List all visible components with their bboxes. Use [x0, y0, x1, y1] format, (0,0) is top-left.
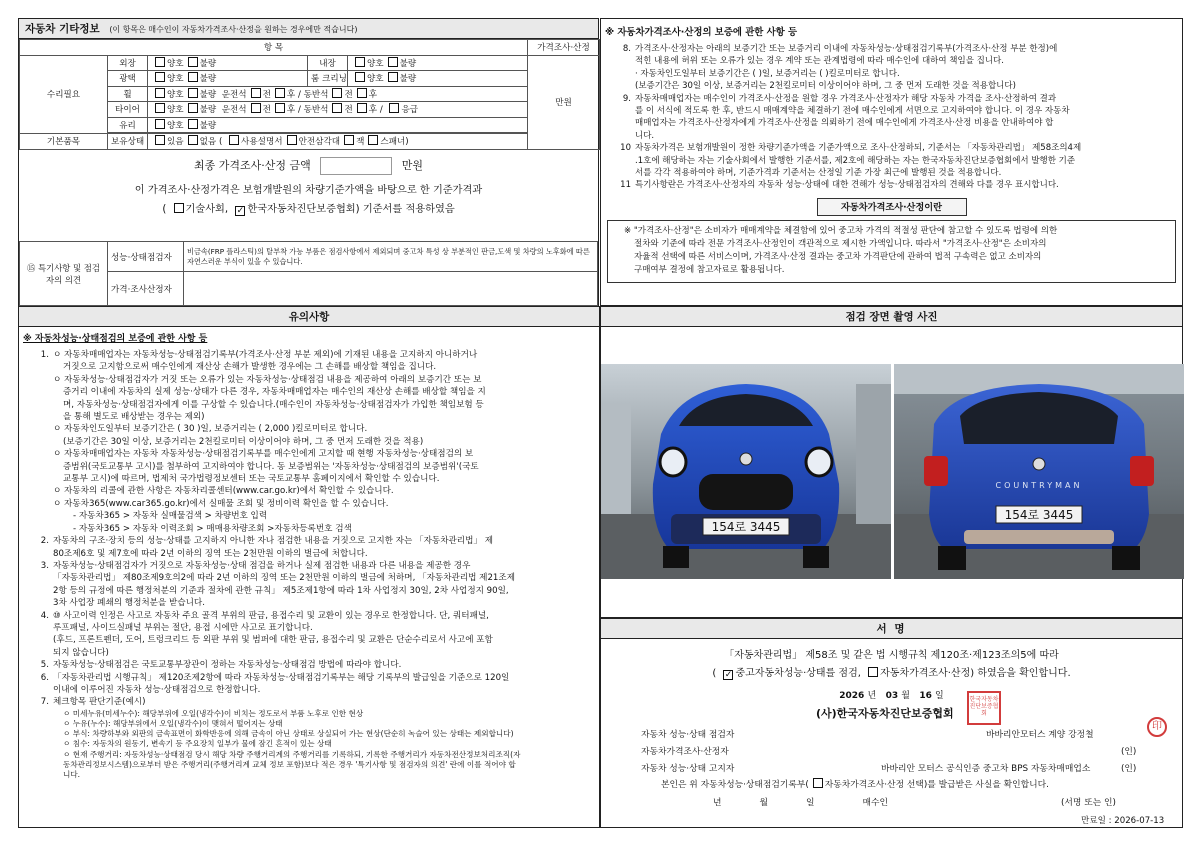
caution-sub: ※ 자동차성능·상태점검의 보증에 관한 사항 등 [23, 334, 208, 344]
price-guarantee-num: 8. [622, 44, 631, 54]
other-info-title: 자동차 기타정보 [25, 23, 100, 35]
caution-line: ㅇ 자동차의 리콜에 관한 사항은 자동차리콜센터(www.car.go.kr)에서 확인할 수 있습니다. [53, 486, 394, 497]
caution-line: 7. 체크항목 판단기준(예시) [33, 696, 591, 708]
caution-line: ㅇ 자동차매매업자는 자동차 자동차성능·상태점검기록부를 매수인에게 고지할 때 현행 자동차성능·상태점검의 보 [53, 449, 474, 460]
association-stamp: 한국자동차진단보증협회 [967, 691, 1001, 725]
possession-label: 보유상태 [108, 134, 148, 150]
gloss-bad-checkbox[interactable] [188, 72, 198, 82]
final-price-row: 최종 가격조사·산정 금액 만원 [19, 156, 598, 176]
caution-line: 니다. [63, 770, 81, 779]
price-assessor-opinion[interactable] [184, 272, 598, 306]
col-price: 가격조사·산정 [528, 40, 600, 56]
price-guarantee-num: 11 [620, 180, 631, 191]
caution-line: ㅇ 현재 주행거리: 자동차성능·상태점검 당시 해당 차량 주행거리계의 주행거리를 기록하되, 기록한 주행거리가 자동차전산정보처리조직(자 [63, 749, 521, 759]
caution-line: ㅇ 누유(누수): 해당부위에서 오일(냉각수)이 맺혀서 떨어지는 상태 [63, 718, 283, 728]
caution-num: 3. [40, 560, 49, 571]
sign-date: 2026 년 03 월 16 일 [839, 691, 944, 701]
other-info-table [19, 39, 600, 150]
sign-buyer-row: 년 월 일 매수인 [713, 798, 888, 808]
price-def-line: 절차와 기준에 따라 전문 가격조사·산정인이 객관적으로 제시한 가액입니다. 따라서 "가격조사·산정"은 소비자의 [634, 239, 1047, 250]
caution-line: ㅇ 자동차365(www.car365.go.kr)에서 실매물 조회 및 정비이력 확인을 할 수 있습니다. [53, 498, 389, 509]
caution-line: 증범위(국토교통부 고시)를 첨부하여 고지하여야 합니다. 동 보증범위는 '자동차성능·상태점검의 보증범위'(국토 [63, 461, 479, 472]
sign-notifier-name: 바바리안 모터스 공식인증 중고차 BPS 자동차매매업소 [881, 764, 1091, 774]
inspector-text: 비금속(FRP 플라스틱)의 탈부착 가능 부품은 점검사항에서 제외되며 중고차 특성 상 부분적인 판금,도색 및 차량의 노후화에 따른 자연스러운 부식이 있을 수 있습니다. [184, 242, 598, 272]
caution-line: 3차 사업장 폐쇄의 행정처분을 받습니다. [53, 598, 205, 609]
tire-bad-checkbox[interactable] [188, 103, 198, 113]
caution-line: 이내에 이루어진 자동차 성능·상태점검으로 한정합니다. [53, 684, 261, 695]
caution-line: 동차관리정보시스템)으로부터 받은 주행거리(주행거리계 교체 정보 포함)보다 적은 경우 '특기사항 및 점검자의 의견' 란에 이를 적어야 합 [63, 759, 516, 769]
photo-header: 점검 장면 촬영 사진 [601, 307, 1182, 327]
wheel-options: 양호 불량 운전석 전 후 / 동반석 전 후 [148, 86, 528, 102]
tire-emergency-checkbox[interactable] [389, 103, 399, 113]
sign-law-line: 「자동차관리법」 제58조 및 같은 법 시행규칙 제120조·제123조의5에 따라 [724, 650, 1059, 661]
row-wheel: 휠 [108, 86, 148, 102]
other-info-panel [18, 18, 599, 306]
possession-options: 있음 없음 ( 사용설명서 안전삼각대 잭 스패너) [148, 134, 528, 150]
room-clean-options: 양호 불량 [348, 71, 528, 87]
rear-plate: 154로 3445 [1004, 508, 1074, 522]
front-car-image [601, 364, 891, 579]
price-guarantee-panel [600, 18, 1183, 306]
sign-org: (사)한국자동차진단보증협회 [816, 707, 954, 720]
caution-line: 2. 자동차의 구조·장치 등의 성능·상태를 고지하지 아니한 자나 점검한 내용을 거짓으로 고지한 자는 「자동차관리법」 제 [33, 535, 591, 547]
caution-num: 6. [40, 672, 49, 683]
caution-line: 80조제6호 및 제7호에 따라 2년 이하의 징역 또는 2천만원 이하의 벌금에 처합니다. [53, 548, 368, 559]
triangle-checkbox[interactable] [287, 135, 297, 145]
caution-line: 며, 자동차성능·상태점검자에게 이를 구상할 수 있습니다.(매수인이 자동차성능·상태점검자가 가입한 책임보험 등 [63, 399, 484, 410]
sign-day: 16 [919, 691, 932, 701]
caution-line: 6. 「자동차관리법 시행규칙」 제120조제2항에 따라 자동차성능·상태점검기록부는 해당 기록부의 발급일을 기준으로 120일 [33, 672, 591, 684]
row-glass: 유리 [108, 117, 148, 133]
special-label: ⑮ 특기사항 및 점검자의 의견 [20, 242, 108, 306]
price-guarantee-line: 11 특기사항란은 가격조사·산정자의 자동차 성능·상태에 대한 견해가 성능·상태점검자의 견해와 다를 경우 표시합니다. [615, 179, 1174, 191]
exists-checkbox[interactable] [155, 135, 165, 145]
sign-inspector-name: 바바리안모터스 계양 강정철 [986, 730, 1094, 740]
row-gloss: 광택 [108, 71, 148, 87]
caution-num: 7. [40, 697, 49, 708]
sign-options: ( ✓ 중고자동차성능·상태를 점검, 자동차가격조사·산정) 하였음을 확인합니다. [712, 668, 1071, 680]
basis-options: ( 기술사회, ✓ 한국자동차진단보증협회) 기준서를 적용하였음 [162, 203, 455, 216]
price-def-line: 구매여부 결정에 참고자료로 활용됩니다. [634, 265, 785, 276]
caution-line: ㅇ 부식: 차량하부와 외판의 금속표면이 화학반응에 의해 금속이 아닌 상태로 상실되어 가는 현상(단순히 녹슬어 있는 상태는 제외합니다) [63, 729, 514, 739]
wheel-driver-rear-checkbox[interactable] [275, 88, 285, 98]
other-info-header [19, 19, 598, 39]
gloss-good-checkbox[interactable] [155, 72, 165, 82]
caution-num: 5. [40, 660, 49, 671]
price-won: 만원 [528, 55, 600, 149]
caution-num: 1. [40, 350, 49, 360]
rear-car-image [894, 364, 1184, 579]
interior-good-checkbox[interactable] [355, 57, 365, 67]
caution-line: 1. ㅇ 자동차매매업자는 자동차성능·상태점검기록부(가격조사·산정 부분 제외)에 기재된 내용을 고지하지 아니하거나 [33, 349, 591, 361]
caution-num: 4. [40, 610, 49, 621]
expiry-date: 만료일 : 2026-07-13 [1081, 816, 1165, 826]
caution-header: 유의사항 [19, 307, 599, 327]
rear-badge: COUNTRYMAN [995, 481, 1083, 490]
row-room-clean: 룸 크리닝 [308, 71, 348, 87]
sign-inspector-row: 자동차 성능·상태 점검자 [641, 730, 735, 740]
rear-photo [894, 364, 1184, 579]
manual-checkbox[interactable] [229, 135, 239, 145]
caution-line: 되지 않습니다) [53, 647, 109, 658]
caution-line: 을 통해 별도로 배상받는 경우는 제외) [63, 412, 205, 423]
glass-options: 양호 불량 [148, 117, 528, 133]
price-guarantee-line: 를 이 서식에 적도록 한 후, 반드시 매매계약을 체결하기 전에 매수인에게 서면으로 고지하여야 합니다. 이 경우 자동차 [635, 106, 1070, 117]
room-good-checkbox[interactable] [355, 72, 365, 82]
sign-notifier-seal: (인) [1121, 764, 1137, 774]
caution-line: - 자동차365 > 자동차 이력조회 > 매매용차량조회 >자동차등록번호 검색 [73, 523, 352, 534]
buyer-sign[interactable]: (서명 또는 인) [1061, 798, 1116, 808]
caution-line: 5. 자동차성능·상태점검은 국토교통부장관이 정하는 자동차성능·상태점검 방법에 따라야 합니다. [33, 659, 591, 671]
caution-line: 루프패널, 사이드실패널 부위는 절단, 용접 시에만 사고로 표기합니다. [53, 622, 313, 633]
caution-line: 2항 등의 규정에 따른 행정처분의 기준과 절차에 관한 규칙」 제5조제1항에 따라 1차 사업정지 30일, 2차 사업정지 90일, [53, 585, 509, 596]
wheel-good-checkbox[interactable] [155, 88, 165, 98]
wheel-bad-checkbox[interactable] [188, 88, 198, 98]
price-guarantee-header: ※ 자동차가격조사·산정의 보증에 관한 사항 등 [605, 27, 798, 38]
interior-options: 양호 불량 [348, 55, 528, 71]
caution-line: ㅇ 자동차성능·상태점검자가 거짓 또는 오류가 있는 자동차성능·상태점검 내용을 제공하여 아래의 보증기간 또는 보 [53, 374, 482, 385]
caution-num: 2. [40, 536, 49, 547]
sign-panel [600, 618, 1183, 828]
repair-label: 수리필요 [20, 55, 108, 134]
photo-panel [600, 306, 1183, 618]
other-info-subtitle: (이 항목은 매수인이 자동차가격조사·산정을 원하는 경우에만 적습니다) [109, 25, 358, 34]
price-guarantee-num: 10 [620, 143, 631, 154]
none-checkbox[interactable] [188, 135, 198, 145]
front-plate: 154로 3445 [711, 520, 781, 534]
price-guarantee-line: 10 자동차가격은 보험개발원이 정한 차량기준가액을 기준가액으로 조사·산정하되, 기준서는 「자동차관리법」 제58조의4제 [615, 142, 1174, 154]
front-photo [601, 364, 891, 579]
sign-confirm: 본인은 위 자동차성능·상태점검기록부( 자동차가격조사·산정 선택)를 발급받은 사실을 확인합니다. [661, 780, 1049, 790]
glass-bad-checkbox[interactable] [188, 119, 198, 129]
tire-pass-front-checkbox[interactable] [332, 103, 342, 113]
final-price-input[interactable] [320, 157, 392, 175]
price-guarantee-line: 서를 각각 적용하여야 하며, 기준가격과 기준서는 산정일 기준 가장 최근에 발행된 것을 적용합니다. [635, 168, 1002, 179]
sign-month: 03 [885, 691, 899, 701]
jack-checkbox[interactable] [344, 135, 354, 145]
wheel-driver-front-checkbox[interactable] [251, 88, 261, 98]
row-tire: 타이어 [108, 102, 148, 118]
tire-driver-rear-checkbox[interactable] [275, 103, 285, 113]
confirm-price-checkbox[interactable] [813, 778, 823, 788]
price-def-box [607, 220, 1176, 283]
caution-line: ㅇ 자동차인도일부터 보증기간은 ( 30 )일, 보증거리는 ( 2,000 )킬로미터로 합니다. [53, 424, 368, 435]
caution-list [19, 347, 599, 780]
glass-good-checkbox[interactable] [155, 119, 165, 129]
price-guarantee-line: .1호에 해당하는 자는 기술사회에서 발행한 기준서를, 제2호에 해당하는 자는 한국자동차진단보증협회에서 발행한 기준 [635, 155, 1076, 166]
caution-line: ㅇ 미세누유(미세누수): 해당부위에 오일(냉각수)이 비치는 정도로서 부품 노후로 인한 현상 [63, 708, 364, 718]
caution-line: - 자동차365 > 자동차 실매물검색 > 차량번호 입력 [73, 511, 268, 522]
inspector-seal: 印 [1147, 717, 1167, 737]
tire-good-checkbox[interactable] [155, 103, 165, 113]
exterior-bad-checkbox[interactable] [188, 57, 198, 67]
exterior-options: 양호 불량 [148, 55, 308, 71]
caution-line: 3. 자동차성능·상태점검자가 거짓으로 자동차성능·상태 점검을 하거나 실제 점검한 내용과 다른 내용을 제공한 경우 [33, 560, 591, 572]
col-item: 항 목 [20, 40, 528, 56]
basic-label: 기본품목 [20, 134, 108, 150]
buyer-label: 매수인 [862, 798, 888, 808]
caution-line: 교통부 고시)에 따르며, 법제처 국가법령정보센터 또는 국토교통부 홈페이지에서 확인할 수 있습니다. [63, 474, 440, 485]
tire-options: 양호 불량 운전석 전 후 / 동반석 전 후 / 응급 [148, 102, 528, 118]
row-interior: 내장 [308, 55, 348, 71]
spanner-checkbox[interactable] [368, 135, 378, 145]
tire-driver-front-checkbox[interactable] [251, 103, 261, 113]
caution-line: 증거리 이내에 자동차의 실제 성능·상태가 다른 경우, 자동차매매업자는 매수인의 재산상 손해를 배상할 책임을 지 [63, 387, 486, 398]
price-guarantee-line: (보증기간은 30일 이상, 보증거리는 2천킬로미터 이상이어야 하며, 그 중 먼저 도래한 것을 적용합니다) [635, 81, 1016, 92]
price-def-line: 자율적 선택에 따른 서비스이며, 가격조사·산정 결과는 중고차 가격판단에 관하여 법적 구속력은 없고 소비자의 [634, 252, 1042, 263]
price-guarantee-num: 9. [622, 93, 631, 104]
price-def-title: 자동차가격조사·산정이란 [817, 198, 967, 216]
inspector-label: 성능·상태점검자 [108, 242, 184, 272]
price-guarantee-line: 니다. [635, 130, 655, 141]
price-guarantee-line: · 자동차인도일부터 보증기간은 ( )일, 보증거리는 ( )킬로미터로 합니다. [635, 68, 900, 79]
caution-line: 「자동차관리법」 제80조제9호의2에 따라 2년 이하의 징역 또는 2천만원 이하의 벌금에 처하며, 「자동차관리법 제21조제 [53, 573, 516, 584]
tire-pass-rear-checkbox[interactable] [357, 103, 367, 113]
price-guarantee-line: 9. 자동차매매업자는 매수인이 가격조사·산정을 원할 경우 가격조사·산정자가 해당 자동차 가격을 조사·산정하여 결과 [615, 93, 1174, 105]
caution-line: ㅇ 침수: 자동차의 원동기, 변속기 등 주요장치 일부가 물에 잠긴 흔적이 있는 상태 [63, 739, 332, 749]
exterior-good-checkbox[interactable] [155, 57, 165, 67]
sign-header: 서 명 [601, 619, 1182, 639]
interior-bad-checkbox[interactable] [388, 57, 398, 67]
gloss-options: 양호 불량 [148, 71, 308, 87]
price-guarantee-line: 8. 가격조사·산정자는 아래의 보증기간 또는 보증거리 이내에 자동차성능·상태점검기록부(가격조사·산정 부분 한정)에 [615, 43, 1174, 55]
wheel-pass-front-checkbox[interactable] [332, 88, 342, 98]
caution-panel [18, 306, 600, 828]
sign-notifier-row: 자동차 성능·상태 고지자 [641, 764, 735, 774]
basis-text: 이 가격조사·산정가격은 보험개발원의 차량기준가액을 바탕으로 한 기준가격과 [134, 184, 483, 196]
wheel-pass-rear-checkbox[interactable] [357, 88, 367, 98]
special-table [19, 241, 598, 306]
price-guarantee-line: 적힌 내용에 허위 또는 오류가 있는 경우 계약 또는 관계법령에 따라 매수인에 대하여 책임을 집니다. [635, 56, 1004, 67]
basis-tech-checkbox[interactable] [174, 203, 184, 213]
price-def-line: ※ "가격조사·산정"은 소비자가 매매계약을 체결함에 있어 중고차 가격의 적절성 판단에 참고할 수 있도록 법령에 의한 [624, 225, 1058, 236]
sign-price-row: 자동차가격조사·산정자 [641, 747, 729, 757]
sign-inspect-checkbox[interactable]: ✓ [724, 670, 733, 680]
row-exterior: 외장 [108, 55, 148, 71]
basis-kaida-checkbox[interactable]: ✓ [236, 205, 245, 216]
sign-year: 2026 [839, 691, 865, 701]
price-guarantee-line: 매매업자는 가격조사·산정자에게 가격조사·산정을 의뢰하기 전에 매수인에게 가격조사·산정 비용을 안내하여야 합 [635, 118, 1054, 129]
sign-price-seal: (인) [1121, 747, 1137, 757]
room-bad-checkbox[interactable] [388, 72, 398, 82]
caution-line: 4. ⑩ 사고이력 인정은 사고로 자동차 주요 골격 부위의 판금, 용접수리 및 교환이 있는 경우로 한정합니다. 단, 쿼터패널, [33, 610, 591, 622]
price-assessor-label: 가격·조사산정자 [108, 272, 184, 306]
price-guarantee-list [601, 41, 1182, 192]
caution-line: 거짓으로 고지함으로써 매수인에게 재산상 손해가 발생한 경우에는 그 손해를 배상할 책임을 집니다. [63, 362, 437, 373]
sign-price-checkbox[interactable] [868, 667, 878, 677]
caution-line: (보증기간은 30일 이상, 보증거리는 2천킬로미터 이상이어야 하며, 그 중 먼저 도래한 것을 적용) [63, 436, 424, 447]
caution-line: (후드, 프론트펜더, 도어, 트렁크리드 등 외판 부위 및 범퍼에 대한 판금, 용접수리 및 교환은 단순수리로서 사고에 포함 [53, 635, 493, 646]
